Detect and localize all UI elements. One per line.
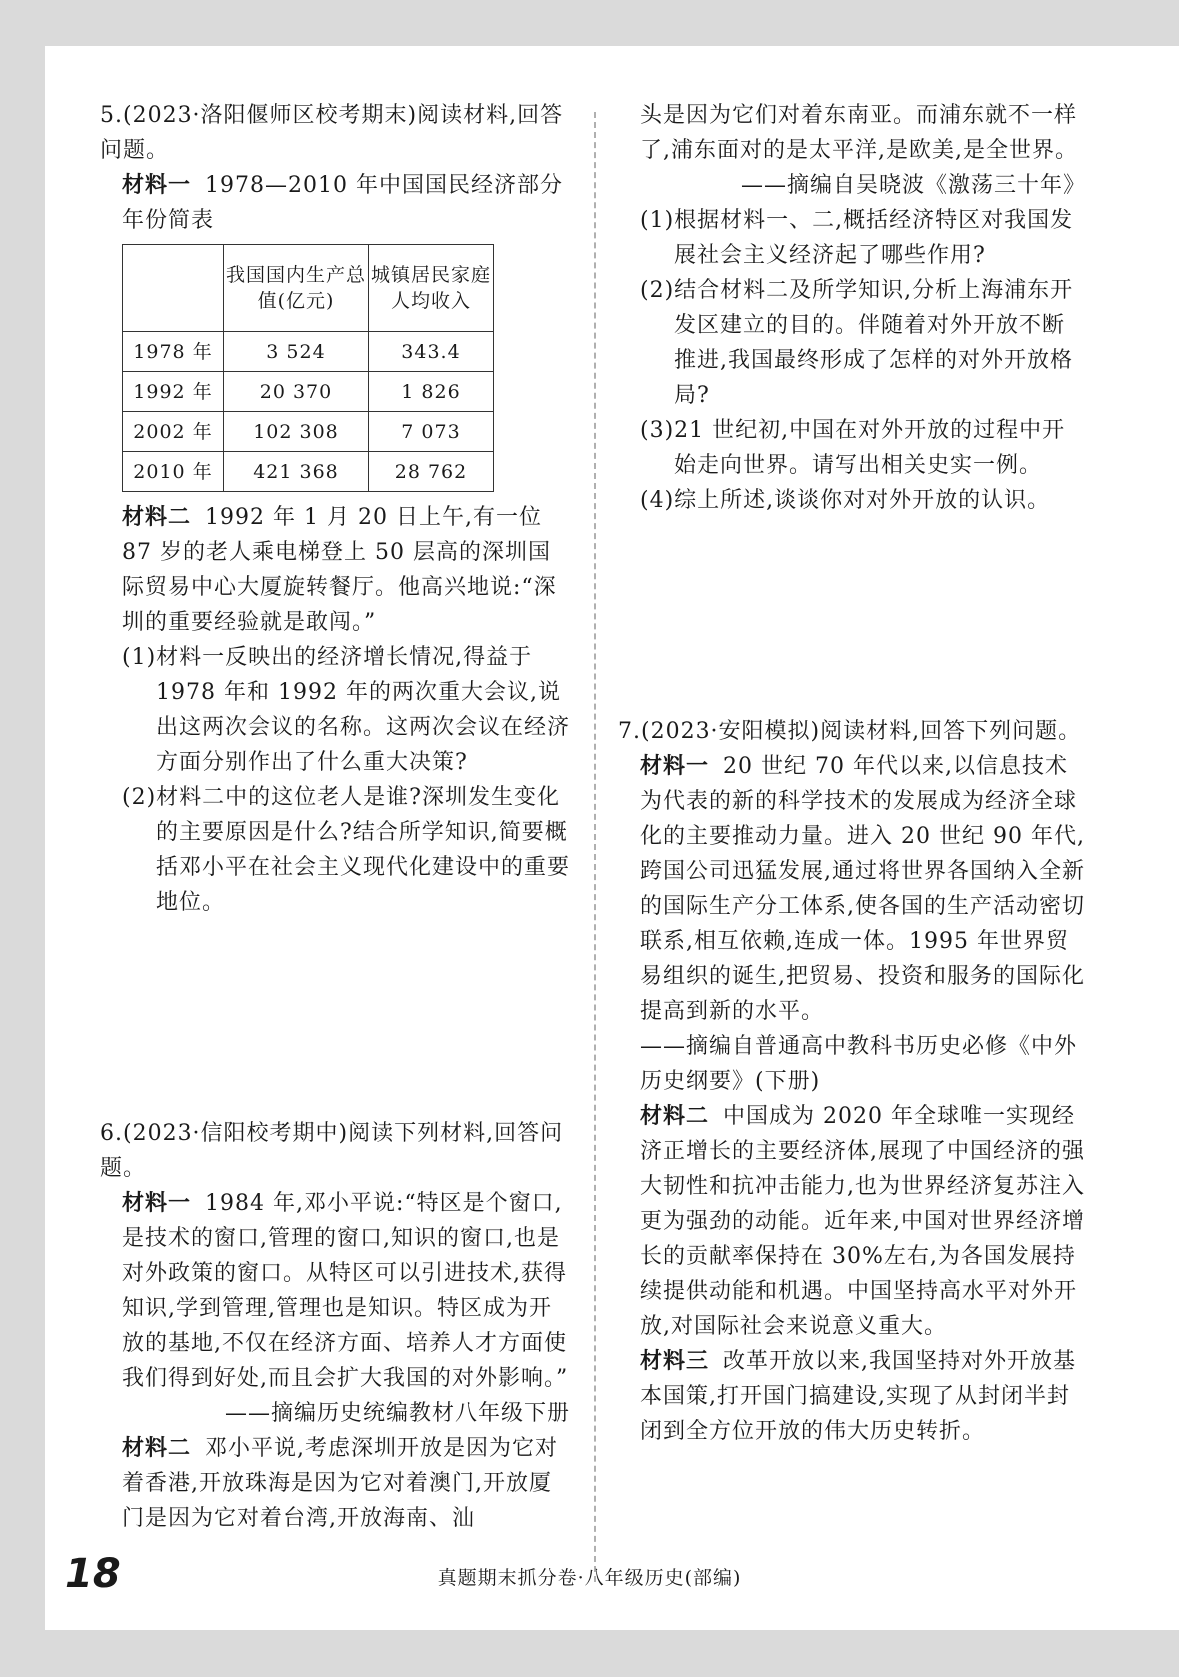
economy-table — [122, 244, 494, 492]
q5-material-1 — [100, 168, 570, 238]
right-column — [618, 98, 1086, 1449]
q5-m2-label: 材料二 — [122, 505, 192, 530]
answer-space — [618, 518, 1086, 714]
q7-m3-text: 改革开放以来,我国坚持对外开放基本国策,打开国门搞建设,实现了从封闭半封闭到全方位开放的伟大历史转折。 — [640, 1349, 1077, 1444]
q6-stem: 6.(2023·信阳校考期中)阅读下列材料,回答问题。 — [100, 1121, 564, 1181]
table-cell: 421 368 — [224, 452, 369, 492]
q6-m1-source: ——摘编历史统编教材八年级下册 — [224, 1401, 570, 1426]
q5-m2-text: 1992 年 1 月 20 日上午,有一位 87 岁的老人乘电梯登上 50 层高的深圳国际贸易中心大厦旋转餐厅。他高兴地说:“深圳的重要经验就是敢闯。” — [122, 505, 557, 635]
q6-material-1 — [100, 1186, 570, 1396]
q7-m1-source: ——摘编自普通高中教科书历史必修《中外历史纲要》(下册) — [640, 1034, 1078, 1094]
q5-m1-text: 1978—2010 年中国国民经济部分年份简表 — [122, 173, 563, 233]
table-row — [123, 372, 494, 412]
q5-stem: 5.(2023·洛阳偃师区校考期末)阅读材料,回答问题。 — [100, 103, 564, 163]
table-row — [123, 332, 494, 372]
left-column — [100, 98, 570, 1536]
table-cell: 2010 年 — [123, 452, 224, 492]
q6-m2-text: 邓小平说,考虑深圳开放是因为它对着香港,开放珠海是因为它对着澳门,开放厦门是因为它对着台湾,开放海南、汕 — [122, 1436, 559, 1531]
page-number: 18 — [65, 1551, 121, 1597]
q7-material-1 — [618, 749, 1086, 1029]
q5-material-2 — [100, 500, 570, 640]
q7-m1-label: 材料一 — [640, 754, 710, 779]
q7-m1-text: 20 世纪 70 年代以来,以信息技术为代表的新的科学技术的发展成为经济全球化的主要推动力量。进入 20 世纪 90 年代,跨国公司迅猛发展,通过将世界各国纳入全新的国际生产分工体系,使各国的生产活动密切联系,相互依赖,连成一体。1995 年世界贸易组织的诞生,把贸易、投资和服务的国际化提高到新的水平。 — [640, 754, 1085, 1024]
table-cell: 343.4 — [369, 332, 494, 372]
q6-m1-text: 1984 年,邓小平说:“特区是个窗口,是技术的窗口,管理的窗口,知识的窗口,也是对外政策的窗口。从特区可以引进技术,获得知识,学到管理,管理也是知识。特区成为开放的基地,不仅在经济方面、培养人才方面使我们得到好处,而且会扩大我国的对外影响。” — [122, 1191, 569, 1391]
table-cell: 7 073 — [369, 412, 494, 452]
q7-material-3 — [618, 1344, 1086, 1449]
table-cell: 1992 年 — [123, 372, 224, 412]
answer-space — [100, 920, 570, 1116]
table-header-cell: 我国国内生产总值(亿元) — [224, 245, 369, 332]
table-cell: 2002 年 — [123, 412, 224, 452]
q7-m3-label: 材料三 — [640, 1349, 710, 1374]
table-cell: 20 370 — [224, 372, 369, 412]
q6-m1-label: 材料一 — [122, 1191, 192, 1216]
q6-m2-label: 材料二 — [122, 1436, 192, 1461]
footer-title: 真题期末抓分卷·八年级历史(部编) — [437, 1567, 742, 1589]
table-cell: 1 826 — [369, 372, 494, 412]
table-header-cell: 城镇居民家庭人均收入 — [369, 245, 494, 332]
q7-material-2 — [618, 1099, 1086, 1344]
q6-material-2-continued: 头是因为它们对着东南亚。而浦东就不一样了,浦东面对的是太平洋,是欧美,是全世界。 — [640, 103, 1078, 163]
q5-subquestion-2: (2)材料二中的这位老人是谁?深圳发生变化的主要原因是什么?结合所学知识,简要概括邓小平在社会主义现代化建设中的重要地位。 — [122, 785, 571, 915]
q5-subquestion-1: (1)材料一反映出的经济增长情况,得益于1978 年和 1992 年的两次重大会议,说出这两次会议的名称。这两次会议在经济方面分别作出了什么重大决策? — [122, 645, 571, 775]
q7-stem: 7.(2023·安阳模拟)阅读材料,回答下列问题。 — [618, 719, 1082, 744]
table-row — [123, 412, 494, 452]
q7-m2-text: 中国成为 2020 年全球唯一实现经济正增长的主要经济体,展现了中国经济的强大韧性和抗冲击能力,也为世界经济复苏注入更为强劲的动能。近年来,中国对世界经济增长的贡献率保持在 30%左右,为各国发展持续提供动能和机遇。中国坚持高水平对外开放,对国际社会来说意义重大。 — [640, 1104, 1085, 1339]
q6-m2-source: ——摘编自吴晓波《激荡三十年》 — [740, 173, 1086, 198]
table-cell: 3 524 — [224, 332, 369, 372]
table-row — [123, 452, 494, 492]
q6-subquestion-4: (4)综上所述,谈谈你对对外开放的认识。 — [640, 488, 1051, 513]
table-cell: 102 308 — [224, 412, 369, 452]
q6-subquestion-1: (1)根据材料一、二,概括经济特区对我国发展社会主义经济起了哪些作用? — [640, 208, 1074, 268]
column-divider — [594, 112, 596, 1582]
q7-m2-label: 材料二 — [640, 1104, 710, 1129]
q5-m1-label: 材料一 — [122, 173, 192, 198]
q6-subquestion-2: (2)结合材料二及所学知识,分析上海浦东开发区建立的目的。伴随着对外开放不断推进,我国最终形成了怎样的对外开放格局? — [640, 278, 1074, 408]
q6-material-2 — [100, 1431, 570, 1536]
q6-subquestion-3: (3)21 世纪初,中国在对外开放的过程中开始走向世界。请写出相关史实一例。 — [640, 418, 1066, 478]
table-cell: 1978 年 — [123, 332, 224, 372]
table-header-cell — [123, 245, 224, 332]
table-header-row — [123, 245, 494, 332]
table-cell: 28 762 — [369, 452, 494, 492]
